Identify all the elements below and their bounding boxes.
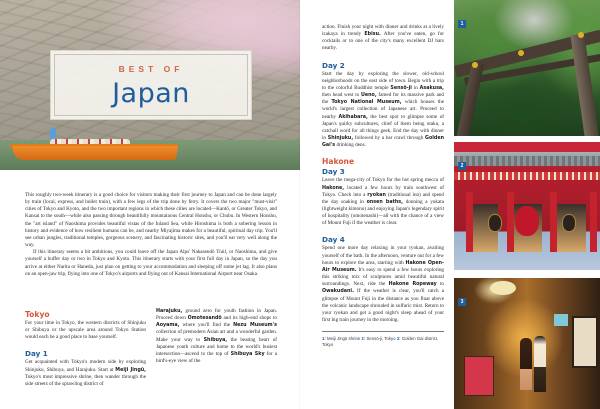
day-1-text: [25, 359, 146, 388]
intro-text: [25, 192, 277, 278]
text-run: drinking dens.: [335, 142, 366, 149]
pedestrian: [534, 336, 546, 392]
text-run: to: [436, 281, 444, 288]
place-nezu-museum: Nezu Museum's: [233, 323, 277, 329]
text-run: action. Finish your night with dinner and drinks at a lively izakaya in trendy: [322, 24, 444, 38]
place-asakusa: Asakusa,: [419, 85, 444, 91]
intro-paragraph: This roughly two-week itinerary is a good choice for visitors making their first journey to Japan and can be done largely by train (local, express, and bullet train), with a few legs of the trip done by ferry. It covers the two major "must-visit" cities of Tokyo and Kyoto, and the two important regions in which these cities are located—Kantō, or Greater Tokyo, and Kansai to the south—while also passing through beautifully mountainous Central Honshu, or Chubu. In Western Honshu, the "art island" of Naoshima provides beautiful vistas of the Inland Sea, while Hiroshima is both a sobering lesson in history and evidence of how resilient humans can be, and nearby Miyajima makes for a beautiful, spiritual day trip. You'll see urban jungles, traditional temples, gorgeous scenery, and fascinating historic sites, and you'll eat very well along the way.: [25, 192, 277, 249]
photo-badge-3: 3: [458, 298, 466, 306]
place-aoyama: Aoyama,: [156, 323, 180, 329]
text-run: which houses the world's largest collection of Japanese art. Proceed to nearby: [322, 99, 444, 120]
side-lantern: [488, 214, 502, 232]
photo-badge-1: 1: [458, 20, 466, 28]
photo-meiji-jingu: [454, 0, 600, 136]
torii-crest: [518, 50, 524, 56]
text-run: Leave the mega-city of Tokyo for the hot spring mecca of: [322, 177, 444, 184]
torii-right-post: [570, 34, 599, 136]
text-run: the best spot to glimpse some of Japan's quirky subcultures, chief of them being otaku, a catchall word for all things geek. End the day with dinner in: [322, 113, 444, 142]
torii-crest: [578, 32, 584, 38]
place-owakudani: Owakudani.: [322, 289, 354, 295]
section-heading-hakone: Hakone: [322, 157, 355, 167]
gate-pillar: [466, 192, 473, 252]
text-run: located a few hours by train southwest of Tokyo. Check into a: [322, 184, 444, 198]
photo-caption: [322, 336, 444, 348]
text-run: ground zero for youth fashion in Japan. Proceed down: [156, 308, 277, 322]
torii-crest: [472, 62, 478, 68]
column-middle: [156, 308, 277, 365]
caption-number-2: 2:: [361, 336, 366, 342]
text-run: then head west to: [322, 92, 361, 99]
caption-divider: [322, 331, 444, 332]
gate-pillar: [590, 192, 597, 252]
side-lantern: [562, 214, 576, 232]
text-run: collection of premodern Asian art and a wonderful garden. Make your way to: [156, 329, 277, 343]
place-golden-gai: Golden Gai's: [322, 136, 444, 149]
place-shibuya-sky: Shibuya Sky: [230, 351, 265, 357]
text-run: Spend one more day relaxing in your ryokan, availing yourself of the bath. In the afternoon, venture out for a few hours to explore the area, starting with: [322, 245, 444, 266]
place-senso-ji: Sensō-ji: [390, 85, 412, 91]
hero-photo: [0, 0, 300, 170]
intro-paragraph: If this itinerary seems a bit ambitious, you could leave off the Japan Alps' Nakasendō Trail, or Naoshima, and give yourself a buffer day or two in Tokyo and Kyoto. This itinerary starts with your first full day in Japan, so the day you arrive at either Narita or Haneda, just plan on getting to your accommodation and sleeping off some jet lag. It also plans on an open-jaw trip, flying into one of Tokyo's airports and flying out of Kansai International Airport near Osaka.: [25, 249, 277, 277]
column-right: [322, 24, 444, 348]
round-shop-sign: [490, 281, 516, 295]
text-run: followed by a bar crawl through: [353, 135, 426, 142]
section-heading-tokyo: Tokyo: [25, 310, 50, 319]
place-meiji-jingu: Meiji Jingū,: [115, 367, 146, 373]
term-onsen-baths: onsen baths,: [366, 199, 403, 205]
text-run: Start the day by exploring the slower, old-school neighborhoods on the east side of town. Begin with a trip to the colorful Buddhist temple: [322, 70, 444, 91]
day-3-heading: Day 3: [322, 167, 345, 177]
place-harajuku: Harajuku,: [156, 309, 183, 314]
text-run: It's easy to spend a few hours exploring this striking mix of sculptures amid beautiful natural surroundings. Next, ride the: [322, 266, 444, 288]
day-2-heading: Day 2: [322, 60, 345, 70]
tokyo-intro: For your time in Tokyo, the western districts of Shinjuku or Shibuya or the upscale area around Tokyo Station would each be a good place to base yourself.: [25, 320, 146, 341]
shop-sign: [554, 314, 568, 326]
gate-roof: [454, 156, 600, 166]
column-left: [25, 308, 146, 388]
text-run: the beating heart of Japanese youth culture and home to the world's busiest intersection—ascend to the top of: [156, 336, 277, 357]
term-ryokan: ryokan: [367, 192, 386, 198]
text-run: for a bird's-eye view of the: [156, 350, 277, 365]
place-shibuya: Shibuya,: [203, 337, 228, 343]
red-lantern: [515, 206, 539, 236]
title-box: [50, 50, 252, 120]
gate-beam: [454, 172, 600, 180]
place-tokyo-national-museum: Tokyo National Museum,: [331, 100, 402, 106]
text-run: Get acquainted with Tokyo's modern side by exploring Shinjuku, Shibuya, and Harajuku. Start at: [25, 359, 146, 373]
boat: [11, 146, 178, 160]
text-run: where you'll find the: [179, 322, 234, 329]
place-akihabara: Akihabara,: [338, 114, 368, 120]
place-hakone-open-air-museum: Hakone Open-Air Museum.: [322, 260, 444, 273]
gate-pillar: [507, 192, 514, 252]
caption-text-3: Golden Gai district, Tokyo: [322, 336, 439, 348]
poster-board: [572, 316, 598, 368]
caption-number-3: 3:: [396, 336, 401, 342]
place-ueno: Ueno,: [360, 93, 377, 99]
caption-text-2: Sensō-ji, Tokyo: [365, 336, 397, 342]
place-hakone-ropeway: Hakone Ropeway: [388, 282, 437, 288]
red-bar-sign: [464, 356, 494, 396]
text-run: donning a yukata (lightweight kimono) and enjoying Japan's legendary spirit of hospitality (omotenashi)—all with the chance of a view of Mount Fuji if the weather is clear.: [322, 198, 444, 227]
day-2-text: [322, 71, 444, 150]
day-3-text: [322, 177, 444, 227]
photo-golden-gai: [454, 278, 600, 409]
text-run: in: [411, 84, 420, 91]
text-run: After you've eaten, go for cocktails or to one of the city's many excellent DJ bars nearby.: [322, 31, 444, 52]
gate-pillar: [550, 192, 557, 252]
day-1-heading: Day 1: [25, 349, 48, 359]
day-1-text-cont: [156, 308, 277, 365]
photo-badge-2: 2: [458, 162, 466, 170]
text-run: famed for its massive park and the: [322, 92, 444, 106]
day-1-text-end: [322, 24, 444, 53]
page-title: Japan: [112, 78, 190, 109]
pedestrian: [520, 338, 532, 390]
place-hakone: Hakone,: [322, 185, 345, 191]
text-run: Tokyo's most impressive shrine, then wander through the side streets of the sprawling district of: [25, 373, 146, 387]
place-omotesando: Omotesandō: [187, 316, 222, 322]
place-shinjuku: Shinjuku,: [327, 136, 354, 142]
text-run: If the weather is clear, you'll catch a glimpse of Mount Fuji in the distance as you float above the volcanic landscape shrouded in sulfuric mist. Return to your ryokan and get a good night's sleep ahead of your first big train journey in the morning.: [322, 288, 444, 323]
place-ebisu: Ebisu.: [364, 32, 381, 38]
title-kicker: BEST OF: [118, 64, 184, 74]
caption-text-1: Meiji Jingū shrine: [325, 336, 362, 342]
text-run: (traditional inn) and spend the day soaking in: [322, 191, 444, 205]
caption-number-1: 1:: [322, 336, 326, 342]
text-run: and its high-end shops to: [221, 315, 277, 322]
day-4-text: [322, 245, 444, 324]
day-4-heading: Day 4: [322, 235, 345, 245]
photo-senso-ji: [454, 142, 600, 270]
